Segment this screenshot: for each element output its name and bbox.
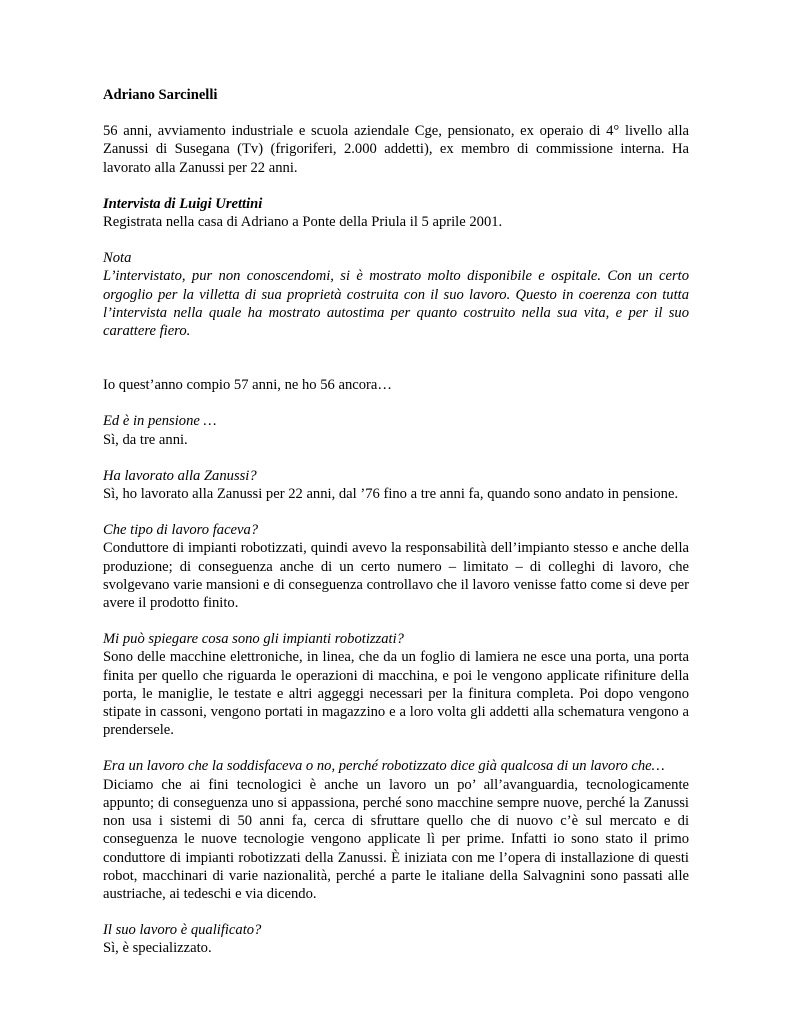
interview-title: Intervista di Luigi Urettini bbox=[103, 195, 263, 212]
answer: Diciamo che ai fini tecnologici è anche un lavoro un po’ all’avanguardia, tecnologicamente appunto; di conseguenza uno si appassiona, perché sono macchine sempre nuove, perché la Zanussi non usa i sistemi di 50 anni fa, cerca di sfruttare quello che di nuovo c’è sul mercato e di conseguenza le nuove tecnologie vengono applicate lì per prime. Infatti io sono stato il primo conduttore di impianti robotizzati della Zanussi. È iniziata con me l’opera di installazione di questi robot, macchinari di varie nazionalità, perché a parte le italiane della Salvagnini sono passati alle austriache, ai tedeschi e via dicendo. bbox=[103, 776, 689, 902]
note-label: Nota bbox=[103, 250, 132, 267]
question: Mi può spiegare cosa sono gli impianti robotizzati? bbox=[103, 631, 404, 648]
opening-statement: Io quest’anno compio 57 anni, ne ho 56 ancora… bbox=[103, 377, 392, 394]
answer: Sì, ho lavorato alla Zanussi per 22 anni, dal ’76 fino a tre anni fa, quando sono andato in pensione. bbox=[103, 486, 679, 503]
note-text: L’intervistato, pur non conoscendomi, si è mostrato molto disponibile e ospitale. Con un certo orgoglio per la villetta di sua proprietà costruita con il suo lavoro. Questo in coerenza con tutta l’intervista nella quale ha mostrato autostima per quanto costruito nella sua vita, e per il suo carattere fiero. bbox=[103, 268, 689, 340]
answer: Sono delle macchine elettroniche, in linea, che da un foglio di lamiera ne esce una porta, una porta finita per quello che riguarda le operazioni di macchina, e poi le vengono applicate rifiniture della porta, le maniglie, le testate e altri aggeggi necessari per la finitura completa. Poi dopo vengono stipate in cassoni, vengono portati in magazzino e a loro volta gli addetti alla schematura vengono a prendersele. bbox=[103, 649, 689, 739]
question: Era un lavoro che la soddisfaceva o no, perché robotizzato dice già qualcosa di un lavoro che… bbox=[103, 758, 665, 775]
answer: Conduttore di impianti robotizzati, quindi avevo la responsabilità dell’impianto stesso e anche della produzione; di conseguenza anche di un certo numero – limitato – di colleghi di lavoro, che svolgevano varie mansioni e di conseguenza controllavo che il lavoro venisse fatto come si deve per avere il prodotto finito. bbox=[103, 540, 689, 612]
document-body bbox=[103, 86, 689, 958]
answer: Sì, è specializzato. bbox=[103, 940, 212, 957]
question: Ed è in pensione … bbox=[103, 413, 217, 430]
question: Che tipo di lavoro faceva? bbox=[103, 522, 259, 539]
question: Ha lavorato alla Zanussi? bbox=[103, 467, 257, 484]
interviewee-bio: 56 anni, avviamento industriale e scuola aziendale Cge, pensionato, ex operaio di 4° livello alla Zanussi di Susegana (Tv) (frigoriferi, 2.000 addetti), ex membro di commissione interna. Ha lavorato alla Zanussi per 22 anni. bbox=[103, 123, 689, 176]
question: Il suo lavoro è qualificato? bbox=[103, 922, 262, 939]
interviewee-name: Adriano Sarcinelli bbox=[103, 87, 218, 103]
recording-info: Registrata nella casa di Adriano a Ponte della Priula il 5 aprile 2001. bbox=[103, 214, 503, 231]
answer: Sì, da tre anni. bbox=[103, 431, 188, 448]
